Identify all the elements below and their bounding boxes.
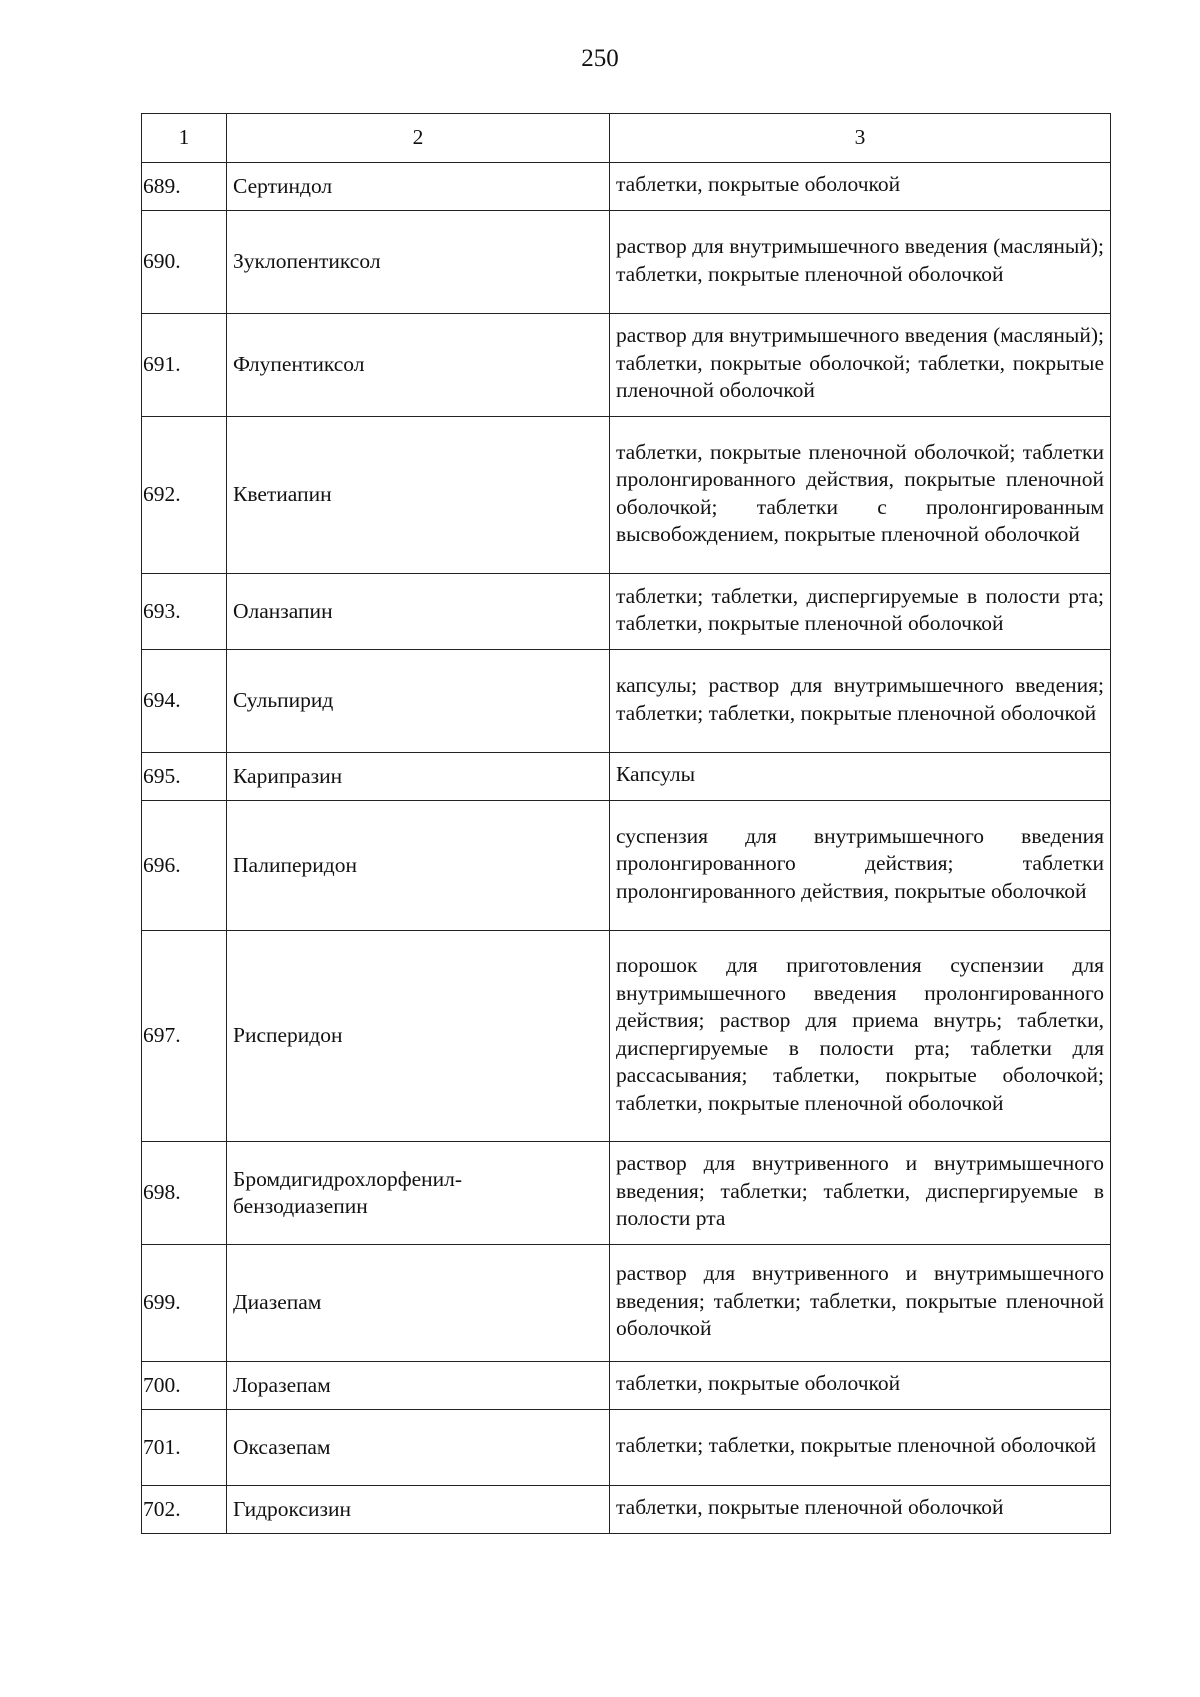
dosage-form: таблетки, покрытые пленочной оболочкой; таблетки пролонгированного действия, покрытые пленочной оболочкой; таблетки с пролонгированным высвобождением, покрытые пленочной оболочкой [610, 417, 1111, 574]
row-number: 695. [142, 753, 227, 801]
row-number: 701. [142, 1410, 227, 1486]
drug-name: Зуклопентиксол [227, 211, 610, 314]
row-number: 689. [142, 163, 227, 211]
dosage-form: порошок для приготовления суспензии для внутримышечного введения пролонгированного действия; раствор для приема внутрь; таблетки, диспергируемые в полости рта; таблетки для рассасывания; таблетки, покрытые оболочкой; таблетки, покрытые пленочной оболочкой [610, 931, 1111, 1142]
table-row [142, 1486, 1111, 1534]
drug-name: Оланзапин [227, 574, 610, 650]
table-row [142, 753, 1111, 801]
row-number: 692. [142, 417, 227, 574]
row-number: 694. [142, 650, 227, 753]
column-header-3: 3 [610, 114, 1111, 163]
row-number: 690. [142, 211, 227, 314]
dosage-form: раствор для внутримышечного введения (масляный); таблетки, покрытые оболочкой; таблетки, покрытые пленочной оболочкой [610, 314, 1111, 417]
table-row [142, 211, 1111, 314]
drug-name: Лоразепам [227, 1362, 610, 1410]
dosage-form: Капсулы [610, 753, 1111, 801]
page-number: 250 [581, 45, 619, 72]
table-row [142, 1362, 1111, 1410]
table-row [142, 314, 1111, 417]
drug-name: Карипразин [227, 753, 610, 801]
drug-name: Бромдигидрохлорфенил- бензодиазепин [227, 1142, 610, 1245]
drug-name: Палиперидон [227, 801, 610, 931]
table-row [142, 650, 1111, 753]
dosage-form: таблетки, покрытые пленочной оболочкой [610, 1486, 1111, 1534]
table-row [142, 931, 1111, 1142]
row-number: 700. [142, 1362, 227, 1410]
dosage-form: таблетки; таблетки, покрытые пленочной оболочкой [610, 1410, 1111, 1486]
row-number: 702. [142, 1486, 227, 1534]
dosage-form: капсулы; раствор для внутримышечного введения; таблетки; таблетки, покрытые пленочной оболочкой [610, 650, 1111, 753]
dosage-form: таблетки, покрытые оболочкой [610, 1362, 1111, 1410]
dosage-form: таблетки, покрытые оболочкой [610, 163, 1111, 211]
drug-name: Диазепам [227, 1245, 610, 1362]
row-number: 699. [142, 1245, 227, 1362]
dosage-form: раствор для внутримышечного введения (масляный); таблетки, покрытые пленочной оболочкой [610, 211, 1111, 314]
row-number: 697. [142, 931, 227, 1142]
table-row [142, 417, 1111, 574]
drug-table [141, 113, 1111, 1534]
dosage-form: раствор для внутривенного и внутримышечного введения; таблетки; таблетки, диспергируемые в полости рта [610, 1142, 1111, 1245]
dosage-form: таблетки; таблетки, диспергируемые в полости рта; таблетки, покрытые пленочной оболочкой [610, 574, 1111, 650]
column-header-1: 1 [142, 114, 227, 163]
dosage-form: раствор для внутривенного и внутримышечного введения; таблетки; таблетки, покрытые пленочной оболочкой [610, 1245, 1111, 1362]
drug-name: Сертиндол [227, 163, 610, 211]
table-row [142, 163, 1111, 211]
table-row [142, 1410, 1111, 1486]
row-number: 696. [142, 801, 227, 931]
table-row [142, 801, 1111, 931]
row-number: 693. [142, 574, 227, 650]
drug-name: Гидроксизин [227, 1486, 610, 1534]
table-row [142, 1245, 1111, 1362]
drug-name: Флупентиксол [227, 314, 610, 417]
table-row [142, 574, 1111, 650]
dosage-form: суспензия для внутримышечного введения пролонгированного действия; таблетки пролонгированного действия, покрытые оболочкой [610, 801, 1111, 931]
table-header-row [142, 114, 1111, 163]
drug-name: Рисперидон [227, 931, 610, 1142]
column-header-2: 2 [227, 114, 610, 163]
row-number: 698. [142, 1142, 227, 1245]
drug-name: Кветиапин [227, 417, 610, 574]
drug-name: Сульпирид [227, 650, 610, 753]
drug-name: Оксазепам [227, 1410, 610, 1486]
table-row [142, 1142, 1111, 1245]
row-number: 691. [142, 314, 227, 417]
